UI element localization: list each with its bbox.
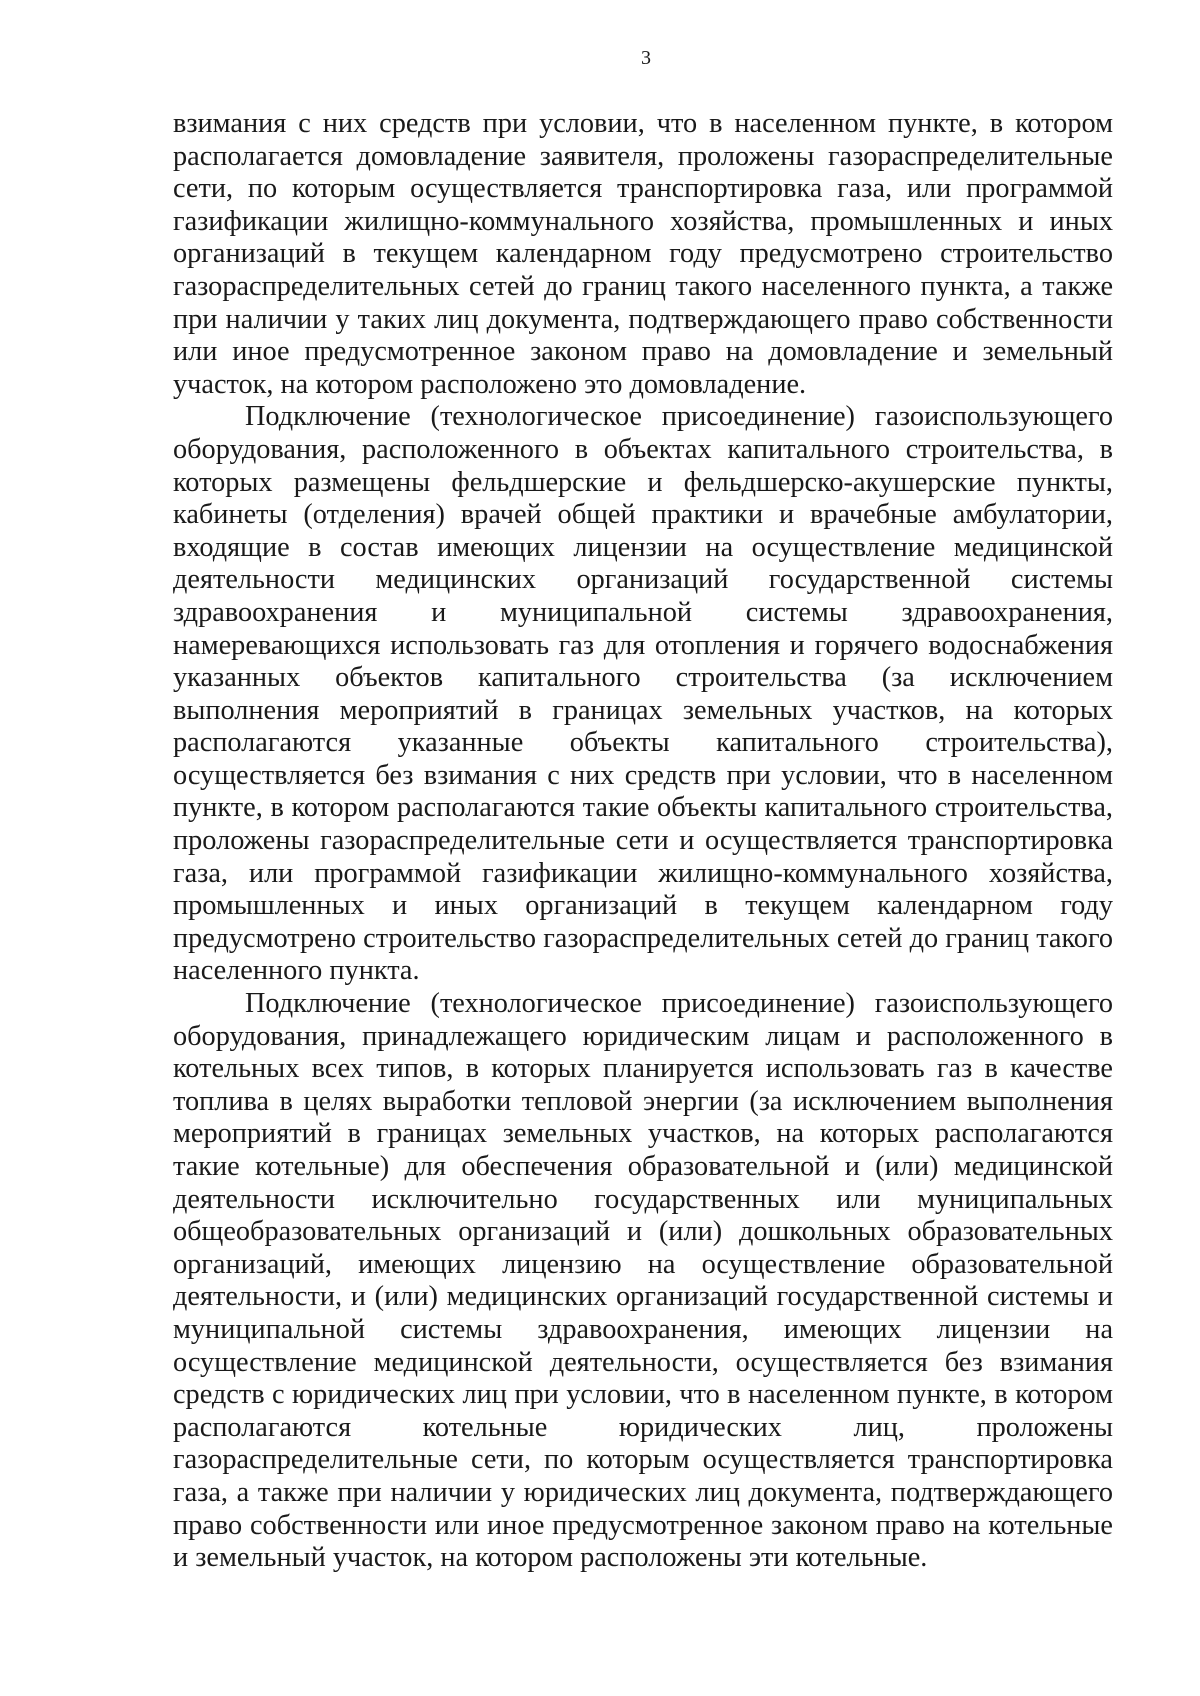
document-body <box>173 108 1113 1575</box>
page-number: 3 <box>641 47 651 69</box>
paragraph-boiler-houses: Подключение (технологическое присоединение) газоиспользующего оборудования, принадлежащего юридическим лицам и расположенного в котельных всех типов, в которых планируется использовать газ в качестве топлива в целях выработки тепловой энергии (за исключением выполнения мероприятий в границах земельных участков, на которых располагаются такие котельные) для обеспечения образовательной и (или) медицинской деятельности исключительно государственных или муниципальных общеобразовательных организаций и (или) дошкольных образовательных организаций, имеющих лицензию на осуществление образовательной деятельности, и (или) медицинских организаций государственной системы и муниципальной системы здравоохранения, имеющих лицензии на осуществление медицинской деятельности, осуществляется без взимания средств с юридических лиц при условии, что в населенном пункте, в котором располагаются котельные юридических лиц, проложены газораспределительные сети, по которым осуществляется транспортировка газа, а также при наличии у юридических лиц документа, подтверждающего право собственности или иное предусмотренное законом право на котельные и земельный участок, на котором расположены эти котельные. <box>173 988 1113 1574</box>
paragraph-medical-facilities: Подключение (технологическое присоединение) газоиспользующего оборудования, расположенного в объектах капитального строительства, в которых размещены фельдшерские и фельдшерско-акушерские пункты, кабинеты (отделения) врачей общей практики и врачебные амбулатории, входящие в состав имеющих лицензии на осуществление медицинской деятельности медицинских организаций государственной системы здравоохранения и муниципальной системы здравоохранения, намеревающихся использовать газ для отопления и горячего водоснабжения указанных объектов капитального строительства (за исключением выполнения мероприятий в границах земельных участков, на которых располагаются указанные объекты капитального строительства), осуществляется без взимания с них средств при условии, что в населенном пункте, в котором располагаются такие объекты капитального строительства, проложены газораспределительные сети и осуществляется транспортировка газа, или программой газификации жилищно-коммунального хозяйства, промышленных и иных организаций в текущем календарном году предусмотрено строительство газораспределительных сетей до границ такого населенного пункта. <box>173 401 1113 987</box>
paragraph-continuation: взимания с них средств при условии, что в населенном пункте, в котором располагается домовладение заявителя, проложены газораспределительные сети, по которым осуществляется транспортировка газа, или программой газификации жилищно-коммунального хозяйства, промышленных и иных организаций в текущем календарном году предусмотрено строительство газораспределительных сетей до границ такого населенного пункта, а также при наличии у таких лиц документа, подтверждающего право собственности или иное предусмотренное законом право на домовладение и земельный участок, на котором расположено это домовладение. <box>173 108 1113 400</box>
